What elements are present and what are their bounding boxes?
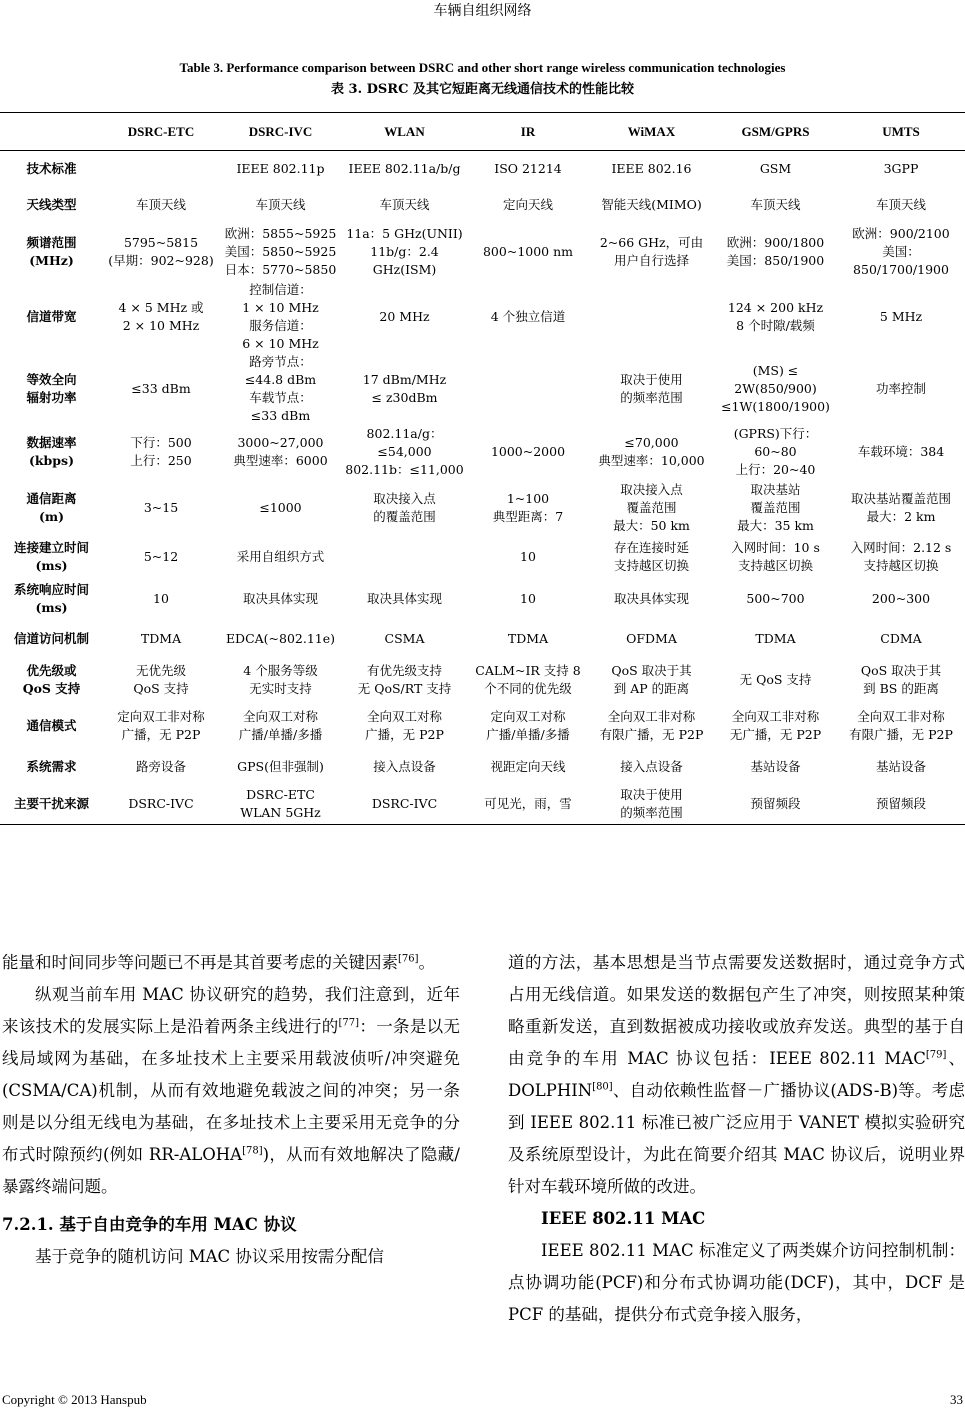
text-run: )，从而有效地解决了隐藏/暴露终端问题。 [2, 1145, 460, 1196]
column-header: WLAN [342, 113, 467, 151]
citation: [77] [338, 1017, 360, 1029]
table-cell: QoS 取决于其 到 AP 的距离 [611, 662, 692, 696]
table-cell: 3~15 [143, 499, 179, 515]
column-header: WiMAX [589, 113, 714, 151]
table-row [0, 657, 965, 703]
table-cell: 接入点设备 [373, 758, 436, 774]
table-cell: 欧洲：5855~5925 美国：5850~5925 日本：5770~5850 [224, 225, 337, 277]
table-cell: 取决接入点 覆盖范围 最大：50 km [613, 481, 690, 533]
table-cell: 取决具体实现 [242, 590, 318, 606]
table-cell: 全向双工非对称 有限广播，无 P2P [849, 708, 953, 742]
table-cell: 10 [520, 548, 536, 564]
table-row [0, 151, 965, 187]
table-caption-zh: 表 3. DSRC 及其它短距离无线通信技术的性能比较 [331, 82, 634, 97]
table-row [0, 785, 965, 825]
table-cell: 取决具体实现 [366, 590, 442, 606]
comparison-table [0, 112, 965, 825]
table-cell: 4 个独立信道 [490, 308, 566, 324]
table-cell: 无优先级 QoS 支持 [133, 662, 189, 696]
table-cell: 预留频段 [837, 785, 965, 825]
citation: [76] [398, 953, 419, 965]
table-cell [342, 537, 467, 577]
table-cell: 全向双工非对称 无广播，无 P2P [729, 708, 822, 742]
row-label: 优先级或 QoS 支持 [22, 662, 81, 696]
table-caption-en: Table 3. Performance comparison between DSRC and other short range wireless communication technologies [179, 60, 786, 75]
text-run: 能量和时间同步等问题已不再是其首要考虑的关键因素 [2, 953, 398, 972]
table-cell: ≤70,000 典型速率：10,000 [598, 434, 705, 468]
table-cell: 控制信道： 1 × 10 MHz 服务信道： 6 × 10 MHz [242, 281, 319, 351]
table-cell: 802.11a/g：≤54,000 802.11b：≤11,000 [345, 425, 464, 477]
paragraph [2, 979, 460, 1203]
text-run: 、DOLPHIN [508, 1049, 965, 1100]
table-cell: TDMA [507, 630, 549, 646]
table-cell [103, 151, 219, 187]
table-row [0, 281, 965, 353]
text-run: 纵观当前车用 MAC 协议研究的趋势，我们注意到，近年来该技术的发展实际上是沿着两条主线进行的 [2, 985, 460, 1036]
subsection-heading: IEEE 802.11 MAC [541, 1209, 706, 1228]
column-header [0, 113, 103, 151]
table-row [0, 621, 965, 657]
row-label: 系统响应时间 (ms) [13, 581, 89, 615]
table-cell: DSRC-IVC [342, 785, 467, 825]
table-cell: 1000~2000 [490, 443, 566, 459]
table-cell: 取决基站 覆盖范围 最大：35 km [737, 481, 814, 533]
table-row [0, 425, 965, 479]
table-cell: IEEE 802.16 [611, 160, 692, 176]
paragraph [508, 947, 965, 1203]
table-cell: (GPRS)下行：60~80 上行：20~40 [733, 425, 818, 477]
table-cell: 17 dBm/MHz ≤ z30dBm [362, 371, 447, 405]
table-cell: GSM [759, 160, 792, 176]
table-cell [589, 281, 714, 353]
text-run: ：一条是以无线局域网为基础，在多址技术上主要采用载波侦听/冲突避免(CSMA/CA)机制，从而有效地避免载波之间的冲突；另一条则是以分组无线电为基础，在多址技术上主要采用无竞争的分布式时隙预约(例如 RR-ALOHA [2, 1017, 461, 1164]
table-cell: 5~12 [143, 548, 179, 564]
table-cell: 4 × 5 MHz 或 2 × 10 MHz [118, 299, 204, 333]
row-label: 信道带宽 [26, 308, 77, 324]
text-run: 道的方法，基本思想是当节点需要发送数据时，通过竞争方式占用无线信道。如果发送的数据包产生了冲突，则按照某种策略重新发送，直到数据被成功接收或放弃发送。典型的基于自由竞争的车用 MAC 协议包括：IEEE 802.11 MAC [508, 953, 965, 1068]
table-cell: ISO 21214 [494, 160, 562, 176]
page-number: 33 [950, 1392, 963, 1407]
table-cell: 入网时间：2.12 s 支持越区切换 [850, 539, 952, 573]
column-header: IR [467, 113, 589, 151]
table-cell: DSRC-ETC WLAN 5GHz [219, 785, 342, 825]
table-cell: 3GPP [883, 160, 919, 176]
paragraph: 基于竞争的随机访问 MAC 协议采用按需分配信 [35, 1247, 384, 1266]
table-cell: IEEE 802.11p [236, 160, 325, 176]
table-cell: 视距定向天线 [490, 758, 566, 774]
citation: [80] [592, 1081, 613, 1093]
table-cell: 取决接入点 的覆盖范围 [373, 490, 436, 524]
left-text-column [2, 947, 460, 1273]
table-cell: 10 [153, 590, 169, 606]
table-cell: 11a：5 GHz(UNII) 11b/g：2.4 GHz(ISM) [346, 225, 463, 277]
table-cell: 全向双工对称 广播/单播/多播 [238, 708, 323, 742]
section-heading: 7.2.1. 基于自由竞争的车用 MAC 协议 [2, 1215, 297, 1234]
table-cell: 采用自组织方式 [236, 548, 325, 564]
row-label: 通信距离 (m) [26, 490, 77, 524]
table-cell: 功率控制 [875, 380, 926, 396]
table-cell: 车顶天线 [379, 196, 430, 212]
citation: [78] [242, 1145, 263, 1157]
table-cell: OFDMA [626, 630, 677, 646]
row-label: 数据速率 (kbps) [26, 434, 77, 468]
table-row [0, 577, 965, 621]
table-cell: 全向双工对称 广播，无 P2P [365, 708, 444, 742]
table-cell: 欧洲：900/2100 美国： 850/1700/1900 [852, 225, 950, 277]
table-cell: 路旁节点： ≤44.8 dBm 车载节点： ≤33 dBm [244, 353, 317, 423]
table-cell: 可见光，雨，雪 [467, 785, 589, 825]
table-cell [467, 353, 589, 425]
row-label: 系统需求 [26, 758, 77, 774]
table-cell: CDMA [880, 630, 922, 646]
table-row [0, 353, 965, 425]
table-row [0, 537, 965, 577]
paragraph: IEEE 802.11 MAC 标准定义了两类媒介访问控制机制：点协调功能(PCF)和分布式协调功能(DCF)，其中，DCF 是 PCF 的基础，提供分布式竞争接入服务， [508, 1241, 965, 1324]
text-run: 。 [418, 953, 436, 972]
row-label: 主要干扰来源 [0, 785, 103, 825]
table-cell: EDCA(~802.11e) [225, 630, 336, 646]
row-label: 通信模式 [26, 717, 77, 733]
table-cell: 智能天线(MIMO) [601, 196, 702, 212]
table-cell: 车载环境：384 [857, 443, 945, 459]
table-cell: 入网时间：10 s 支持越区切换 [731, 539, 820, 573]
table-cell: 车顶天线 [750, 196, 801, 212]
table-cell: 4 个服务等级 无实时支持 [243, 662, 318, 696]
table-cell: TDMA [140, 630, 182, 646]
row-label: 等效全向 辐射功率 [26, 371, 77, 405]
table-cell: 欧洲：900/1800 美国：850/1900 [726, 234, 825, 268]
table-cell: 1~100 典型距离：7 [492, 490, 564, 524]
table-cell: QoS 取决于其 到 BS 的距离 [860, 662, 942, 696]
table-row [0, 479, 965, 537]
table-cell: CSMA [384, 630, 425, 646]
table-cell: ≤33 dBm [131, 380, 191, 396]
table-cell: 3000~27,000 典型速率：6000 [233, 434, 328, 468]
text-run: 、自动依赖性监督－广播协议(ADS-B)等。考虑到 IEEE 802.11 标准已被广泛应用于 VANET 模拟实验研究及系统原型设计，为此在简要介绍其 MAC 协议后，说明业界针对车载环境所做的改进。 [508, 1081, 965, 1196]
table-row [0, 223, 965, 281]
table-cell: 基站设备 [750, 758, 801, 774]
table-cell: 存在连接时延 支持越区切换 [613, 539, 689, 573]
column-header: GSM/GPRS [714, 113, 837, 151]
table-cell: TDMA [755, 630, 796, 646]
table-cell: IEEE 802.11a/b/g [348, 160, 461, 176]
table-cell: 10 [520, 590, 536, 606]
row-label: 天线类型 [26, 196, 77, 212]
table-header-row [0, 113, 965, 151]
table-cell: ≤1000 [259, 499, 302, 515]
running-title: 车辆自组织网络 [433, 3, 532, 19]
table-cell: 路旁设备 [135, 758, 186, 774]
table-cell: 接入点设备 [620, 758, 683, 774]
row-label: 频谱范围 (MHz) [26, 234, 77, 268]
table-cell: 预留频段 [714, 785, 837, 825]
citation: [79] [925, 1049, 947, 1061]
row-label: 连接建立时间 (ms) [13, 539, 89, 573]
table-cell: 5 MHz [879, 308, 923, 324]
column-header: DSRC-ETC [103, 113, 219, 151]
row-label: 技术标准 [26, 160, 77, 176]
column-header: UMTS [837, 113, 965, 151]
column-header: DSRC-IVC [219, 113, 342, 151]
table-cell: 取决于使用 的频率范围 [589, 785, 714, 825]
copyright-notice: Copyright © 2013 Hanspub [2, 1392, 147, 1407]
table-cell: DSRC-IVC [103, 785, 219, 825]
right-text-column [508, 947, 965, 1331]
table-cell: 全向双工非对称 有限广播，无 P2P [599, 708, 704, 742]
table-cell: 200~300 [871, 590, 931, 606]
table-cell: 取决基站覆盖范围 最大：2 km [850, 490, 951, 524]
table-cell: CALM~IR 支持 8 个不同的优先级 [475, 662, 581, 696]
table-cell: 基站设备 [875, 758, 926, 774]
table-cell: 20 MHz [379, 308, 430, 324]
table-cell: 车顶天线 [255, 196, 306, 212]
table-cell: 800~1000 nm [482, 243, 574, 259]
table-cell: GPS(但非强制) [237, 758, 324, 774]
row-label: 信道访问机制 [13, 630, 89, 646]
table-cell: 取决于使用 的频率范围 [620, 371, 683, 405]
table-cell: 124 × 200 kHz 8 个时隙/载频 [727, 299, 824, 333]
table-cell: 定向双工非对称 广播，无 P2P [117, 708, 205, 742]
table-cell: 车顶天线 [135, 196, 186, 212]
table-row [0, 187, 965, 223]
table-cell: 定向天线 [502, 196, 553, 212]
table-cell: 无 QoS 支持 [739, 671, 812, 687]
paragraph [2, 947, 460, 979]
table-cell: 下行：500 上行：250 [130, 434, 192, 468]
table-row [0, 703, 965, 749]
table-cell: 500~700 [746, 590, 805, 606]
table-cell: 有优先级支持 无 QoS/RT 支持 [357, 662, 452, 696]
table-cell: 2~66 GHz，可由 用户自行选择 [599, 234, 704, 268]
table-cell: 定向双工对称 广播/单播/多播 [486, 708, 570, 742]
table-cell: 车顶天线 [875, 196, 926, 212]
table-cell: 取决具体实现 [613, 590, 689, 606]
table-cell: 5795~5815 (早期：902~928) [108, 234, 214, 268]
table-cell: (MS) ≤ 2W(850/900) ≤1W(1800/1900) [721, 362, 830, 414]
table-row [0, 749, 965, 785]
